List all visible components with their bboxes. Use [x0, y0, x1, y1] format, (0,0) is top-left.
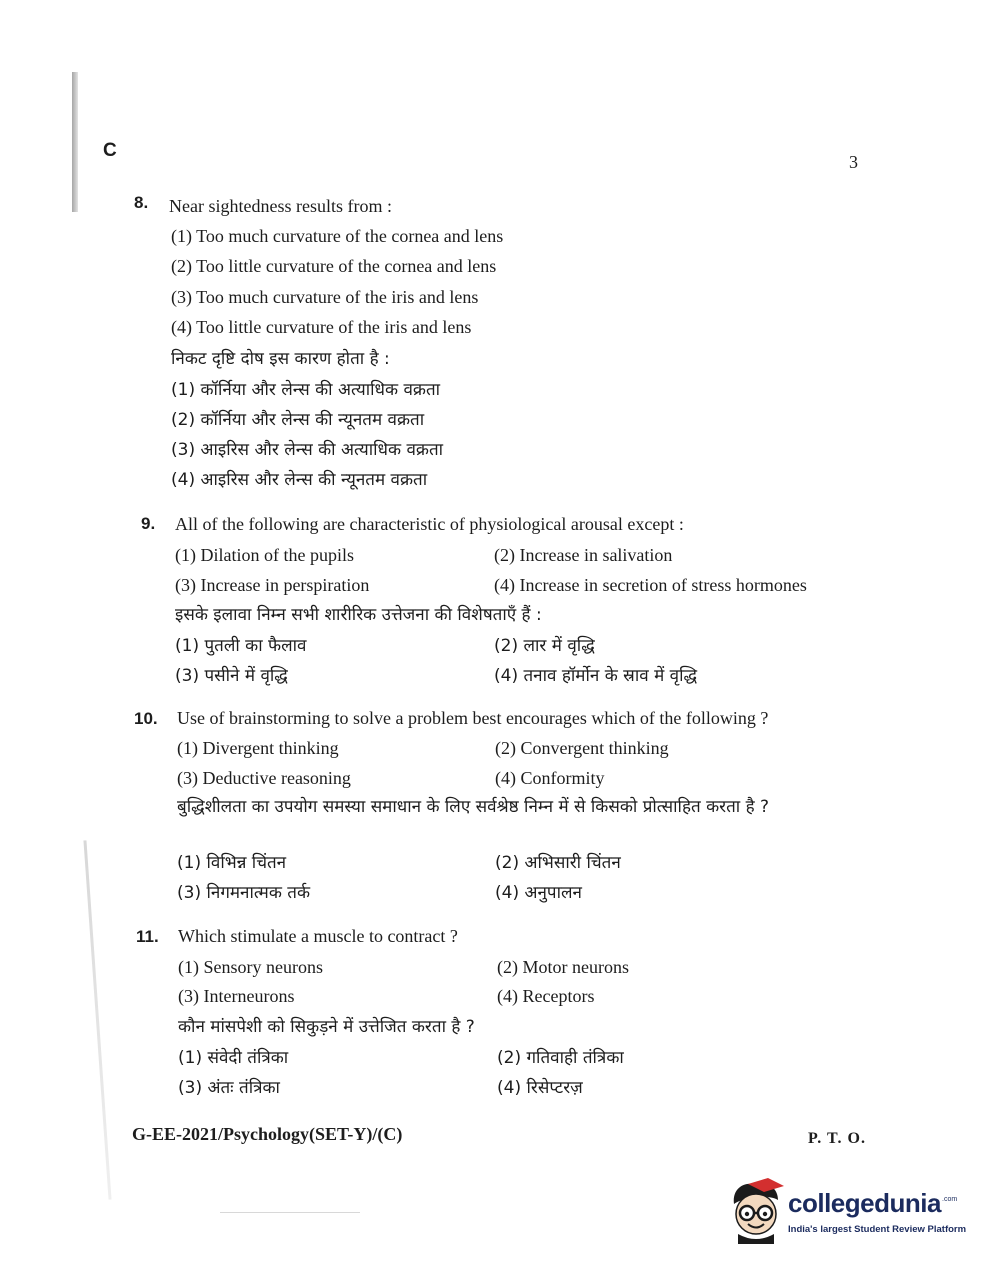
question-text: Which stimulate a muscle to contract ? [178, 926, 458, 946]
option-4: (4) Too little curvature of the iris and lens [171, 317, 472, 337]
option-2: (2) Convergent thinking [495, 738, 669, 758]
hindi-option-1: (1) संवेदी तंत्रिका [178, 1048, 289, 1068]
option-1: (1) Divergent thinking [177, 738, 339, 758]
question-text: Near sightedness results from : [169, 196, 392, 216]
paper-code: G-EE-2021/Psychology(SET-Y)/(C) [132, 1124, 403, 1144]
option-3: (3) Increase in perspiration [175, 575, 370, 595]
hindi-option-2: (2) गतिवाही तंत्रिका [497, 1048, 624, 1068]
option-3: (3) Too much curvature of the iris and lens [171, 287, 479, 307]
hindi-option-2: (2) अभिसारी चिंतन [495, 853, 621, 873]
hindi-option-3: (3) निगमनात्मक तर्क [177, 883, 311, 903]
option-1: (1) Too much curvature of the cornea and lens [171, 226, 504, 246]
please-turn-over: P. T. O. [808, 1130, 866, 1147]
logo-domain-suffix: .com [942, 1196, 958, 1203]
hindi-option-1: (1) कॉर्निया और लेन्स की अत्याधिक वक्रता [171, 380, 441, 400]
logo-tagline: India's largest Student Review Platform [788, 1224, 967, 1235]
option-1: (1) Sensory neurons [178, 957, 323, 977]
hindi-option-4: (4) आइरिस और लेन्स की न्यूनतम वक्रता [171, 470, 428, 490]
mascot-icon [728, 1178, 786, 1244]
option-2: (2) Increase in salivation [494, 545, 673, 565]
option-2: (2) Motor neurons [497, 957, 629, 977]
hindi-option-4: (4) रिसेप्टरज़ [497, 1078, 583, 1098]
option-4: (4) Conformity [495, 768, 605, 788]
question-number: 9. [141, 514, 156, 533]
logo-wordmark: collegedunia [788, 1188, 941, 1218]
scan-edge-shadow-lower [83, 840, 111, 1199]
question-number: 10. [134, 709, 158, 728]
hindi-option-4: (4) अनुपालन [495, 883, 582, 903]
option-1: (1) Dilation of the pupils [175, 545, 354, 565]
divider [220, 1212, 360, 1213]
option-4: (4) Increase in secretion of stress hormones [494, 575, 807, 595]
option-3: (3) Deductive reasoning [177, 768, 351, 788]
scan-edge-shadow [72, 72, 78, 212]
collegedunia-logo[interactable] [728, 1178, 967, 1248]
hindi-option-2: (2) कॉर्निया और लेन्स की न्यूनतम वक्रता [171, 410, 425, 430]
hindi-question-text: बुद्धिशीलता का उपयोग समस्या समाधान के लिए सर्वश्रेष्ठ निम्न में से किसको प्रोत्साहित करता है ? [177, 797, 770, 817]
hindi-option-4: (4) तनाव हॉर्मोन के स्राव में वृद्धि [494, 666, 698, 686]
question-text: Use of brainstorming to solve a problem best encourages which of the following ? [177, 708, 769, 728]
hindi-option-3: (3) पसीने में वृद्धि [175, 666, 288, 686]
hindi-option-3: (3) आइरिस और लेन्स की अत्याधिक वक्रता [171, 440, 444, 460]
hindi-question-text: निकट दृष्टि दोष इस कारण होता है : [171, 349, 390, 369]
set-letter: C [103, 140, 117, 161]
option-2: (2) Too little curvature of the cornea and lens [171, 256, 497, 276]
question-number: 8. [134, 193, 149, 212]
hindi-option-1: (1) विभिन्न चिंतन [177, 853, 287, 873]
option-3: (3) Interneurons [178, 986, 295, 1006]
hindi-option-3: (3) अंतः तंत्रिका [178, 1078, 280, 1098]
page-number: 3 [849, 152, 858, 172]
option-4: (4) Receptors [497, 986, 595, 1006]
question-number: 11. [136, 927, 159, 946]
hindi-question-text: कौन मांसपेशी को सिकुड़ने में उत्तेजित करता है ? [178, 1017, 475, 1037]
hindi-question-text: इसके इलावा निम्न सभी शारीरिक उत्तेजना की विशेषताएँ हैं : [175, 605, 542, 625]
question-text: All of the following are characteristic of physiological arousal except : [175, 514, 684, 534]
hindi-option-1: (1) पुतली का फैलाव [175, 636, 307, 656]
hindi-option-2: (2) लार में वृद्धि [494, 636, 595, 656]
